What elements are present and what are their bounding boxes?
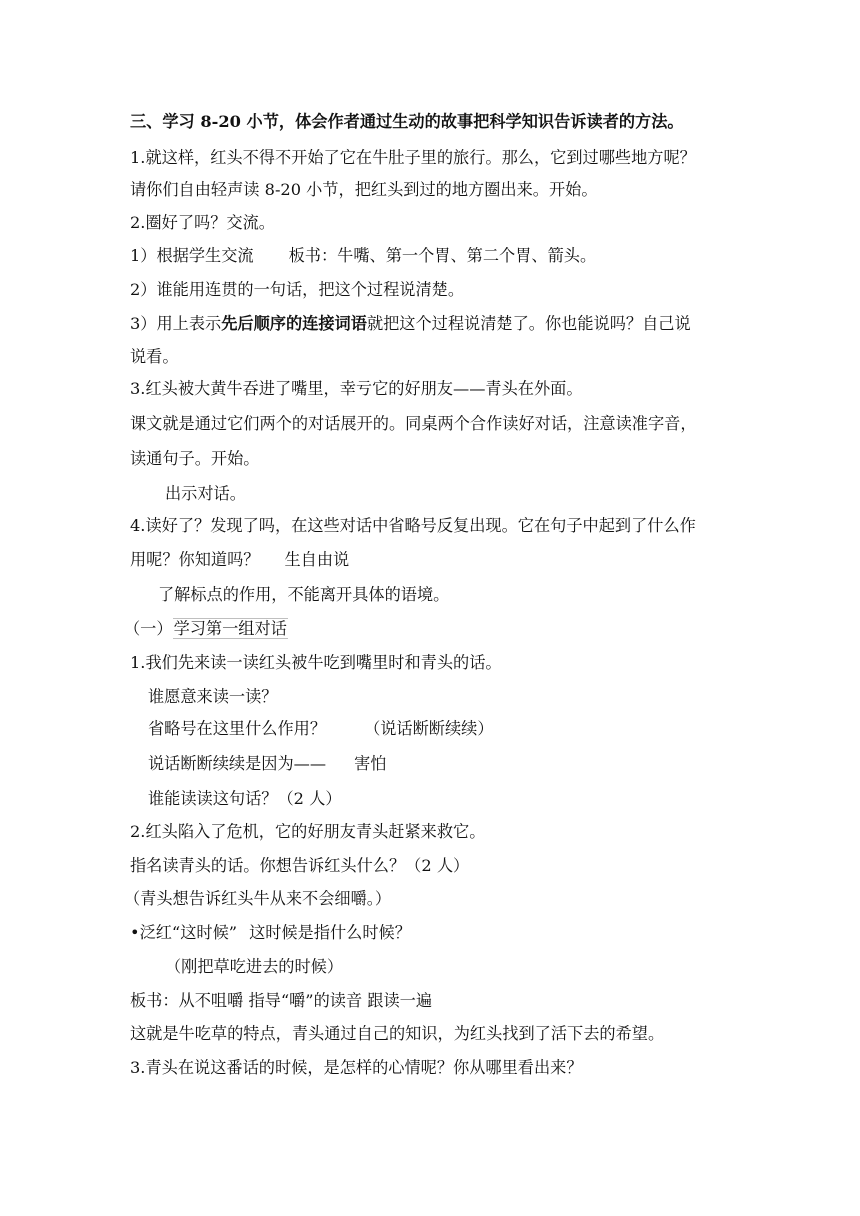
- line-segment: （说话断断续续）: [364, 719, 494, 738]
- paragraph-line: 谁能读读这句话？（2 人）: [148, 789, 342, 808]
- paragraph-line: [148, 719, 494, 739]
- line-segment: 3）用上表示: [130, 314, 222, 333]
- paragraph-line: 3.青头在说这番话的时候，是怎样的心情呢？你从哪里看出来？: [130, 1058, 583, 1077]
- subsection-title: 学习第一组对话: [173, 619, 287, 638]
- paragraph-line: 说看。: [130, 347, 179, 366]
- paragraph-line: 2.圈好了吗？交流。: [130, 213, 275, 232]
- section-heading: 三、学习 8-20 小节，体会作者通过生动的故事把科学知识告诉读者的方法。: [130, 112, 684, 131]
- paragraph-line: 3.红头被大黄牛吞进了嘴里，幸亏它的好朋友——青头在外面。: [130, 379, 583, 398]
- line-segment: 生自由说: [284, 550, 350, 569]
- line-segment: （一）: [124, 619, 173, 638]
- paragraph-line: 指名读青头的话。你想告诉红头什么？（2 人）: [130, 856, 470, 875]
- paragraph-line: [148, 754, 386, 774]
- bullet-icon: •: [130, 923, 140, 942]
- bold-phrase: 先后顺序的连接词语: [221, 314, 367, 333]
- paragraph-line: 出示对话。: [165, 484, 246, 503]
- line-segment: 用呢？你知道吗？: [130, 550, 260, 569]
- line-segment: 就把这个过程说清楚了。你也能说吗？自己说: [366, 314, 691, 333]
- line-segment: 害怕: [354, 754, 387, 773]
- paragraph-line: 课文就是通过它们两个的对话展开的。同桌两个合作读好对话，注意读准字音，: [130, 414, 697, 433]
- paragraph-line: 2.红头陷入了危机，它的好朋友青头赶紧来救它。: [130, 822, 486, 841]
- paragraph-line: 板书：从不咀嚼 指导“嚼”的读音 跟读一遍: [130, 991, 433, 1010]
- line-segment: 这时候是指什么时候？: [249, 923, 411, 942]
- paragraph-line: [130, 550, 349, 570]
- paragraph-line: 了解标点的作用，不能离开具体的语境。: [158, 585, 450, 604]
- paragraph-line: 4.读好了？发现了吗，在这些对话中省略号反复出现。它在句子中起到了什么作: [130, 516, 696, 535]
- paragraph-line: 谁愿意来读一读？: [148, 687, 278, 706]
- paragraph-line: 这就是牛吃草的特点，青头通过自己的知识，为红头找到了活下去的希望。: [130, 1024, 665, 1043]
- line-segment: 泛红“这时候”: [139, 923, 238, 942]
- board-note: 板书：牛嘴、第一个胃、第二个胃、箭头。: [288, 246, 597, 265]
- paragraph-line: 请你们自由轻声读 8-20 小节，把红头到过的地方圈出来。开始。: [130, 180, 598, 199]
- paragraph-line: 1.我们先来读一读红头被牛吃到嘴里时和青头的话。: [130, 653, 502, 672]
- line-segment: 1）根据学生交流: [130, 246, 254, 265]
- paragraph-line: （刚把草吃进去的时候）: [165, 957, 344, 976]
- paragraph-line: 读通句子。开始。: [130, 449, 260, 468]
- paragraph-line: [130, 246, 596, 266]
- line-segment: 说话断断续续是因为——: [148, 754, 327, 773]
- subsection-heading: [124, 619, 288, 639]
- paragraph-line: 1.就这样，红头不得不开始了它在牛肚子里的旅行。那么，它到过哪些地方呢？: [130, 148, 696, 167]
- paragraph-line: （青头想告诉红头牛从来不会细嚼。）: [124, 889, 392, 908]
- paragraph-line: 2）谁能用连贯的一句话，把这个过程说清楚。: [130, 280, 465, 299]
- line-segment: 省略号在这里什么作用？: [148, 719, 327, 738]
- paragraph-line: [130, 923, 411, 943]
- paragraph-line: [130, 314, 691, 334]
